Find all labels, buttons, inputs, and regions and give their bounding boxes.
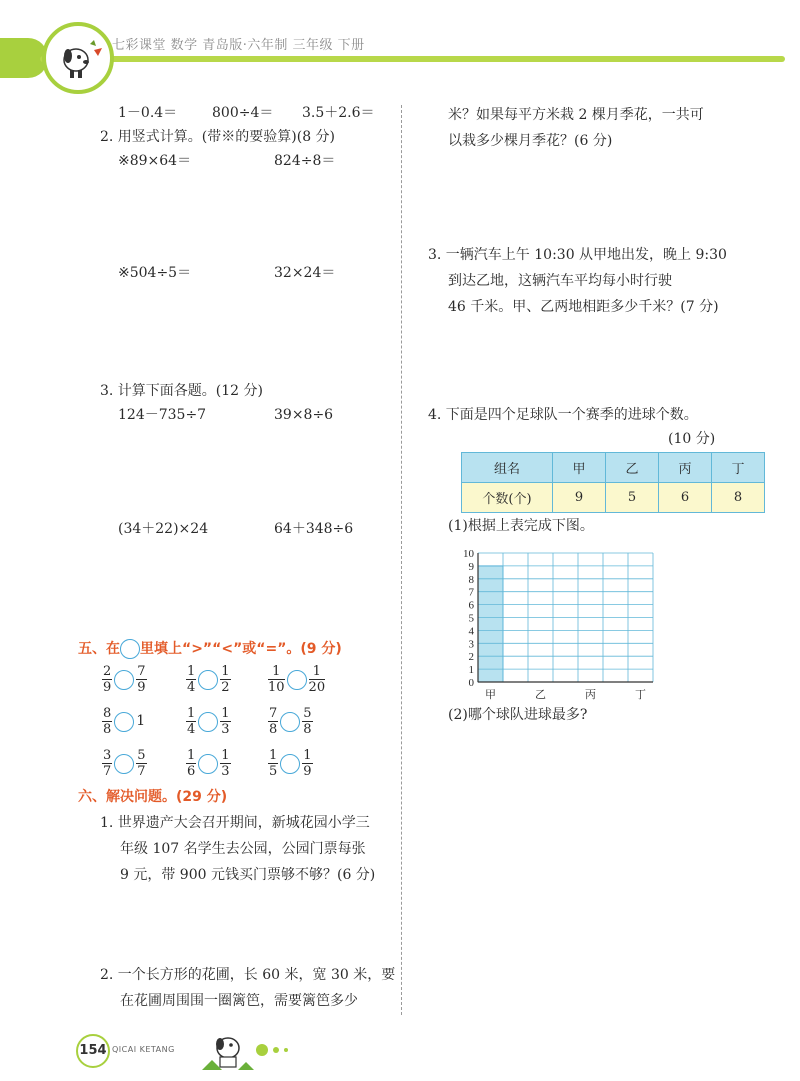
y-tick-label: 6 bbox=[468, 599, 474, 612]
answer-circle[interactable] bbox=[198, 712, 218, 732]
dog-mascot-icon bbox=[198, 1030, 258, 1074]
fraction-numerator: 1 bbox=[221, 664, 230, 679]
y-tick-label: 7 bbox=[468, 586, 474, 599]
chart-bar bbox=[478, 566, 503, 682]
fraction-numerator: 1 bbox=[303, 748, 312, 763]
problem-2-line: 2. 一个长方形的花圃，长 60 米，宽 30 米，要 bbox=[100, 967, 396, 983]
fraction-denominator: 7 bbox=[137, 764, 146, 779]
fraction-numerator: 1 bbox=[268, 664, 285, 680]
footer-dot bbox=[284, 1048, 288, 1052]
table-cell: 组名 bbox=[462, 453, 553, 483]
answer-circle[interactable] bbox=[287, 670, 307, 690]
table-header-row bbox=[462, 453, 765, 483]
compare-item bbox=[186, 748, 231, 779]
fraction-left bbox=[268, 706, 278, 737]
fraction-denominator: 9 bbox=[303, 764, 312, 779]
problem-2-line: 米？如果每平方米栽 2 棵月季花，一共可 bbox=[448, 107, 704, 123]
problem-3 bbox=[428, 242, 727, 320]
answer-circle[interactable] bbox=[198, 754, 218, 774]
fraction-denominator: 2 bbox=[221, 680, 230, 695]
x-category-label: 丁 bbox=[635, 688, 646, 700]
x-category-label: 甲 bbox=[485, 688, 496, 700]
q3-title: 3. 计算下面各题。(12 分) bbox=[100, 383, 263, 399]
x-category-label: 丙 bbox=[585, 688, 596, 700]
fraction-right bbox=[302, 706, 312, 737]
answer-circle[interactable] bbox=[114, 670, 134, 690]
answer-circle[interactable] bbox=[280, 712, 300, 732]
compare-item bbox=[102, 748, 147, 779]
fraction-left bbox=[102, 706, 112, 737]
problem-2 bbox=[100, 962, 395, 1014]
sub-question-1: (1)根据上表完成下图。 bbox=[448, 518, 594, 534]
table-cell: 8 bbox=[712, 483, 765, 513]
fraction-right: 1 bbox=[136, 713, 146, 729]
section-6-title: 六、解决问题。(29 分) bbox=[78, 789, 228, 805]
problem-4-title: 4. 下面是四个足球队一个赛季的进球个数。 bbox=[428, 407, 698, 423]
q2-item: ※89×64＝ bbox=[118, 153, 192, 169]
compare-item bbox=[186, 706, 231, 737]
table-cell: 6 bbox=[659, 483, 712, 513]
fraction-numerator: 1 bbox=[221, 748, 230, 763]
y-tick-label: 4 bbox=[468, 625, 474, 638]
problem-3-line: 3. 一辆汽车上午 10:30 从甲地出发，晚上 9:30 bbox=[428, 247, 727, 263]
problem-2-continued bbox=[448, 102, 704, 154]
fraction-left bbox=[102, 664, 112, 695]
problem-2-line: 在花圃周围围一圈篱笆，需要篱笆多少 bbox=[120, 993, 358, 1009]
answer-circle[interactable] bbox=[280, 754, 300, 774]
q2-item: ※504÷5＝ bbox=[118, 265, 192, 281]
x-category-label: 乙 bbox=[535, 688, 546, 700]
fraction-numerator: 1 bbox=[269, 748, 278, 763]
footer-dot bbox=[273, 1047, 279, 1053]
header-title: 七彩课堂 数学 青岛版·六年制 三年级 下册 bbox=[112, 38, 365, 53]
fraction-numerator: 2 bbox=[103, 664, 112, 679]
page-number: 154 bbox=[76, 1034, 110, 1068]
footer-brand: QICAI KETANG bbox=[112, 1045, 175, 1054]
q2-item: 824÷8＝ bbox=[274, 153, 336, 169]
footer-mascot bbox=[198, 1030, 258, 1078]
q3-item: 39×8÷6 bbox=[274, 407, 334, 423]
fraction-left bbox=[186, 748, 196, 779]
y-tick-label: 9 bbox=[468, 560, 474, 573]
problem-3-line: 46 千米。甲、乙两地相距多少千米？(7 分) bbox=[448, 299, 719, 315]
fraction-numerator: 8 bbox=[103, 706, 112, 721]
fraction-denominator: 4 bbox=[187, 680, 196, 695]
dog-mascot-icon bbox=[46, 26, 110, 90]
fraction-denominator: 5 bbox=[269, 764, 278, 779]
compare-item bbox=[268, 706, 313, 737]
sub-question-2: (2)哪个球队进球最多? bbox=[448, 707, 588, 723]
answer-circle[interactable] bbox=[114, 712, 134, 732]
fraction-numerator: 3 bbox=[103, 748, 112, 763]
fraction-denominator: 7 bbox=[103, 764, 112, 779]
fraction-denominator: 4 bbox=[187, 722, 196, 737]
fraction-right bbox=[309, 664, 326, 695]
fraction-left bbox=[186, 706, 196, 737]
fraction-denominator: 3 bbox=[221, 722, 230, 737]
q3-item: 124－735÷7 bbox=[118, 407, 207, 423]
logo bbox=[42, 22, 114, 94]
y-tick-label: 8 bbox=[468, 573, 474, 586]
header-bar bbox=[40, 56, 785, 62]
y-tick-label: 1 bbox=[468, 664, 474, 677]
y-tick-label: 10 bbox=[463, 548, 474, 560]
score-table bbox=[461, 452, 765, 513]
calc-item: 1－0.4＝ bbox=[118, 105, 178, 121]
table-cell: 个数(个) bbox=[462, 483, 553, 513]
fraction-denominator: 20 bbox=[308, 680, 326, 695]
fraction-numerator: 5 bbox=[303, 706, 312, 721]
fraction-left bbox=[268, 748, 278, 779]
fraction-numerator: 1 bbox=[187, 748, 196, 763]
calc-item: 800÷4＝ bbox=[212, 105, 274, 121]
q3-item: 64＋348÷6 bbox=[274, 521, 354, 537]
column-divider bbox=[401, 105, 402, 1015]
fraction-right bbox=[220, 706, 230, 737]
fraction-numerator: 7 bbox=[137, 664, 146, 679]
problem-1-line: 9 元，带 900 元钱买门票够不够？(6 分) bbox=[120, 867, 376, 883]
problem-3-line: 到达乙地，这辆汽车平均每小时行驶 bbox=[448, 273, 672, 289]
section-5-title-pre: 五、在 bbox=[78, 641, 120, 657]
table-cell: 乙 bbox=[606, 453, 659, 483]
table-row bbox=[462, 483, 765, 513]
q2-title: 2. 用竖式计算。(带※的要验算)(8 分) bbox=[100, 129, 336, 145]
problem-1 bbox=[100, 810, 375, 888]
fraction-numerator: 7 bbox=[269, 706, 278, 721]
answer-circle[interactable] bbox=[198, 670, 218, 690]
fraction-right bbox=[220, 664, 230, 695]
y-tick-label: 2 bbox=[468, 651, 474, 664]
section-5-title bbox=[78, 638, 342, 659]
table-cell: 丙 bbox=[659, 453, 712, 483]
compare-item bbox=[186, 664, 231, 695]
bar-chart bbox=[440, 544, 680, 700]
compare-item bbox=[102, 706, 145, 737]
compare-item bbox=[102, 664, 147, 695]
problem-4-score: (10 分) bbox=[668, 431, 716, 447]
fraction-denominator: 8 bbox=[303, 722, 312, 737]
answer-circle[interactable] bbox=[114, 754, 134, 774]
fraction-numerator: 5 bbox=[137, 748, 146, 763]
fraction-denominator: 10 bbox=[268, 680, 285, 695]
table-cell: 9 bbox=[553, 483, 606, 513]
q3-item: (34＋22)×24 bbox=[118, 521, 209, 537]
fraction-denominator: 9 bbox=[103, 680, 112, 695]
fraction-left bbox=[102, 748, 112, 779]
q2-item: 32×24＝ bbox=[274, 265, 336, 281]
problem-1-line: 年级 107 名学生去公园，公园门票每张 bbox=[120, 841, 366, 857]
fraction-right bbox=[136, 664, 146, 695]
y-tick-label: 3 bbox=[468, 638, 474, 651]
table-cell: 甲 bbox=[553, 453, 606, 483]
fraction-numerator: 1 bbox=[187, 706, 196, 721]
fraction-denominator: 8 bbox=[103, 722, 112, 737]
y-tick-label: 5 bbox=[468, 612, 474, 625]
table-cell: 5 bbox=[606, 483, 659, 513]
table-cell: 丁 bbox=[712, 453, 765, 483]
fraction-denominator: 9 bbox=[137, 680, 146, 695]
fraction-right bbox=[136, 748, 146, 779]
fraction-left bbox=[268, 664, 285, 695]
compare-item bbox=[268, 748, 313, 779]
fraction-left bbox=[186, 664, 196, 695]
problem-2-line: 以栽多少棵月季花？(6 分) bbox=[448, 133, 613, 149]
y-tick-label: 0 bbox=[468, 677, 474, 689]
fraction-denominator: 8 bbox=[269, 722, 278, 737]
calc-item: 3.5＋2.6＝ bbox=[302, 105, 375, 121]
fraction-denominator: 3 bbox=[221, 764, 230, 779]
fraction-right bbox=[302, 748, 312, 779]
footer-dot bbox=[256, 1044, 268, 1056]
section-5-title-post: 里填上“>”“<”或“=”。(9 分) bbox=[140, 641, 342, 657]
fraction-numerator: 1 bbox=[309, 664, 326, 680]
fraction-numerator: 1 bbox=[187, 664, 196, 679]
fraction-numerator: 1 bbox=[221, 706, 230, 721]
fraction-denominator: 6 bbox=[187, 764, 196, 779]
problem-1-line: 1. 世界遗产大会召开期间，新城花园小学三 bbox=[100, 815, 370, 831]
compare-item bbox=[268, 664, 325, 695]
fraction-right bbox=[220, 748, 230, 779]
compare-circle-icon bbox=[120, 639, 140, 659]
